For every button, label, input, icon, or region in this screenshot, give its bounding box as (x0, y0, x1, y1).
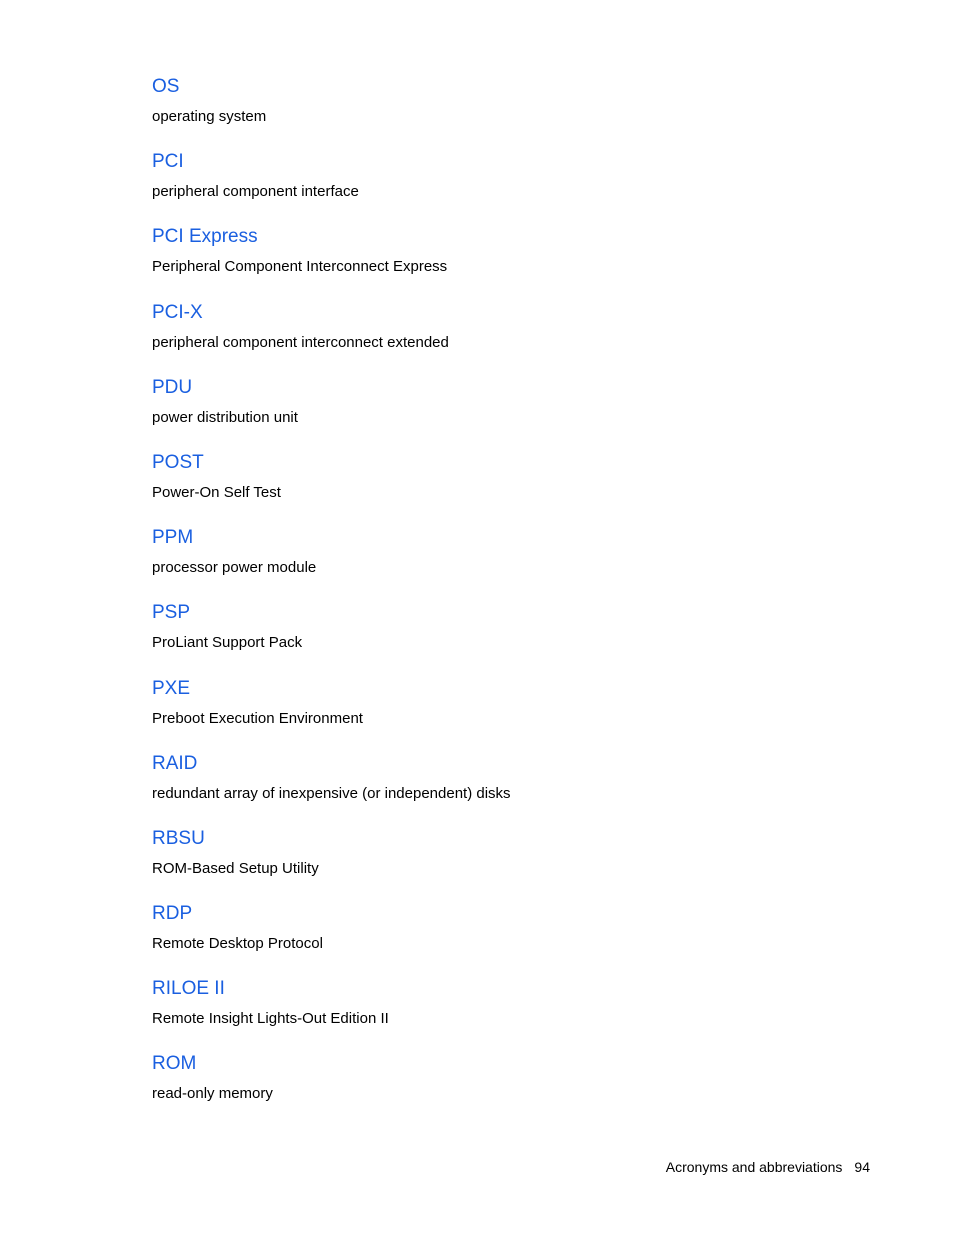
glossary-entry (152, 826, 852, 901)
glossary-term-link[interactable]: RDP (152, 903, 193, 925)
glossary-definition: ProLiant Support Pack (152, 634, 303, 652)
glossary-term-link[interactable]: PCI Express (152, 226, 258, 248)
glossary-definition: operating system (152, 108, 267, 125)
glossary-entry (152, 1051, 852, 1126)
glossary-entry (152, 450, 852, 525)
glossary-entry (152, 375, 852, 450)
glossary-entry (152, 149, 852, 224)
glossary-entry (152, 224, 852, 299)
glossary-definition: peripheral component interconnect extended (152, 333, 449, 351)
page-footer (666, 1158, 870, 1177)
glossary-definition: power distribution unit (152, 408, 298, 426)
glossary-definition: Power-On Self Test (152, 483, 281, 501)
glossary-term-link[interactable]: PCI (152, 151, 184, 173)
glossary-entry (152, 600, 852, 675)
glossary-definition: read-only memory (152, 1085, 273, 1103)
glossary-definition: peripheral component interface (152, 183, 359, 201)
glossary-definition: Remote Insight Lights-Out Edition II (152, 1010, 389, 1028)
glossary-definition: Preboot Execution Environment (152, 709, 363, 727)
glossary-definition: Peripheral Component Interconnect Express (152, 258, 448, 276)
glossary-term-link[interactable]: PXE (152, 677, 191, 699)
glossary-entry (152, 751, 852, 826)
glossary-term-link[interactable]: RILOE II (152, 978, 225, 1000)
glossary-term-link[interactable]: OS (152, 76, 180, 97)
glossary-term-link[interactable]: RBSU (152, 827, 205, 849)
glossary-entry (152, 976, 852, 1051)
glossary-definition: redundant array of inexpensive (or independent) disks (152, 784, 511, 802)
glossary-term-link[interactable]: POST (152, 451, 204, 473)
glossary-entry (152, 901, 852, 976)
glossary-entry (152, 525, 852, 600)
glossary-term-link[interactable]: PCI-X (152, 301, 203, 323)
glossary-list (152, 74, 852, 1127)
glossary-term-link[interactable]: PSP (152, 602, 191, 624)
glossary-term-link[interactable]: PPM (152, 527, 194, 549)
glossary-term-link[interactable]: RAID (152, 752, 198, 774)
glossary-term-link[interactable]: ROM (152, 1053, 197, 1075)
glossary-entry (152, 74, 852, 149)
glossary-definition: Remote Desktop Protocol (152, 935, 323, 953)
page-number: 94 (854, 1159, 870, 1175)
glossary-definition: ROM-Based Setup Utility (152, 859, 319, 877)
glossary-entry (152, 300, 852, 375)
glossary-entry (152, 676, 852, 751)
glossary-definition: processor power module (152, 559, 317, 577)
glossary-term-link[interactable]: PDU (152, 376, 193, 398)
footer-section-title: Acronyms and abbreviations (665, 1159, 843, 1175)
